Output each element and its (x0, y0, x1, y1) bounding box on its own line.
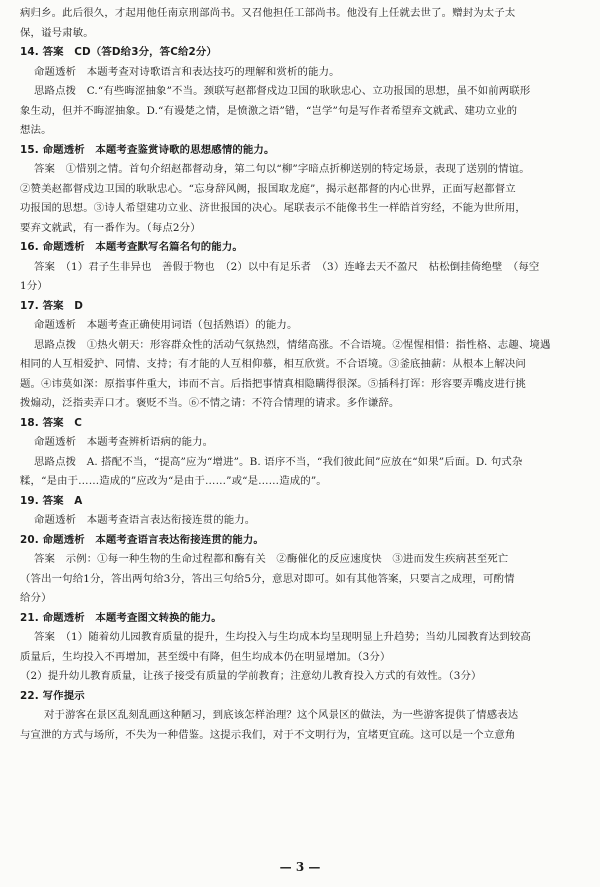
analysis-16-heading: 16. 命题透析 本题考查默写名篇名句的能力。 (20, 241, 243, 253)
text-line: 拨煽动，泛指卖弄口才。褒贬不当。⑥不情之请：不符合情理的请求。多作谦辞。 (20, 397, 400, 409)
analysis-15-heading: 15. 命题透析 本题考查鉴赏诗歌的思想感情的能力。 (20, 143, 275, 156)
analysis-18: 命题透析 本题考查辨析语病的能力。 (34, 436, 214, 448)
hint-17: 思路点拨 ①热火朝天：形容群众性的活动气氛热烈，情绪高涨。不合语境。②惺惺相惜：指性格、志趣、境遇 (34, 338, 551, 351)
writing-22-body: 对于游客在景区乱刻乱画这种陋习，到底该怎样治理？这个风景区的做法，为一些游客提供了情感表达 (44, 709, 519, 721)
analysis-20-heading: 20. 命题透析 本题考查语言表达衔接连贯的能力。 (20, 533, 264, 546)
text-line: 保，谥号肃敏。 (20, 26, 94, 39)
answer-19-heading: 19. 答案 A (20, 494, 83, 507)
analysis-19: 命题透析 本题考查语言表达衔接连贯的能力。 (34, 514, 256, 526)
answer-17-heading: 17. 答案 D (20, 299, 84, 312)
answer-16: 答案 （1）君子生非异也 善假于物也 （2）以中有足乐者 （3）连峰去天不盈尺 枯松倒挂倚绝壁 （每空 (34, 260, 540, 273)
answer-21: 答案 （1）随着幼儿园教育质量的提升，生均投入与生均成本均呈现明显上升趋势；当幼儿园教育达到较高 (34, 631, 531, 643)
answer-18-heading: 18. 答案 C (20, 416, 83, 429)
writing-22-heading: 22. 写作提示 (20, 689, 85, 702)
analysis-17: 命题透析 本题考查正确使用词语（包括熟语）的能力。 (34, 319, 298, 331)
text-line: 要弃文就武，有一番作为。（每点2分） (20, 221, 201, 234)
answer-15: 答案 ①惜别之情。首句介绍赵都督动身，第二句以“柳”字暗点折柳送别的特定场景，表现了送别的情谊。 (34, 163, 530, 175)
text-line: 与宣泄的方式与场所，不失为一种借鉴。这提示我们，对于不文明行为，宜堵更宜疏。这可以是一个立意角 (20, 728, 516, 741)
page-number: — 3 — (279, 860, 321, 874)
text-line: 题。④讳莫如深：原指事件重大，讳而不言。后指把事情真相隐瞒得很深。⑤插科打诨：形容要弄嘴皮进行挑 (20, 377, 526, 390)
text-line: 相同的人互相爱护、同情、支持；有才能的人互相仰慕，相互欣赏。不合语境。③釜底抽薪：从根本上解决问 (20, 358, 526, 370)
text-line: （答出一句给1分，答出两句给3分，答出三句给5分，意思对即可。如有其他答案，只要言之成理，可酌情 (20, 572, 515, 585)
hint-18: 思路点拨 A. 搭配不当，“提高”应为“增进”。B. 语序不当，“我们彼此间”应放在“如果”后面。D. 句式杂 (34, 455, 523, 468)
text-line: 质量后，生均投入不再增加，甚至缓中有降，但生均成本仍在明显增加。（3分） (20, 650, 391, 663)
text-line: 1分） (20, 280, 48, 292)
answer-20: 答案 示例：①每一种生物的生命过程都和酶有关 ②酶催化的反应速度快 ③进而发生疾病甚至死亡 (34, 553, 509, 565)
answer-14-heading: 14. 答案 CD（答D给3分，答C给2分） (20, 46, 217, 58)
text-line: 病归乡。此后很久，才起用他任南京刑部尚书。又召他担任工部尚书。他没有上任就去世了。赠封为太子太 (20, 7, 516, 19)
hint-14: 思路点拨 C.“有些晦涩抽象”不当。颈联写赵都督戍边卫国的耿耿忠心、立功报国的思想，虽不如前两联形 (34, 85, 531, 97)
text-line: 象生动，但并不晦涩抽象。D.“有谩楚之情，是愤激之语”错，“岂学”句是写作者希望弃文就武、建功立业的 (20, 104, 518, 117)
analysis-14: 命题透析 本题考查对诗歌语言和表达技巧的理解和赏析的能力。 (34, 65, 340, 78)
text-line: 想法。 (20, 124, 52, 136)
text-line: 给分） (20, 592, 52, 604)
text-line: ②赞美赵都督戍边卫国的耿耿忠心。“忘身辞风阙，报国取龙庭”，揭示赵都督的内心世界，正面写赵都督立 (20, 182, 516, 195)
text-line: 功报国的思想。③诗人希望建功立业、济世报国的决心。尾联表示不能像书生一样皓首穷经，不能为世所用， (20, 202, 526, 214)
text-line: 糅，“是由于……造成的”应改为“是由于……”或“是……造成的”。 (20, 475, 327, 487)
analysis-21-heading: 21. 命题透析 本题考查图文转换的能力。 (20, 611, 222, 624)
text-line: （2）提升幼儿教育质量，让孩子接受有质量的学前教育；注意幼儿教育投入方式的有效性。（3分） (20, 670, 482, 682)
